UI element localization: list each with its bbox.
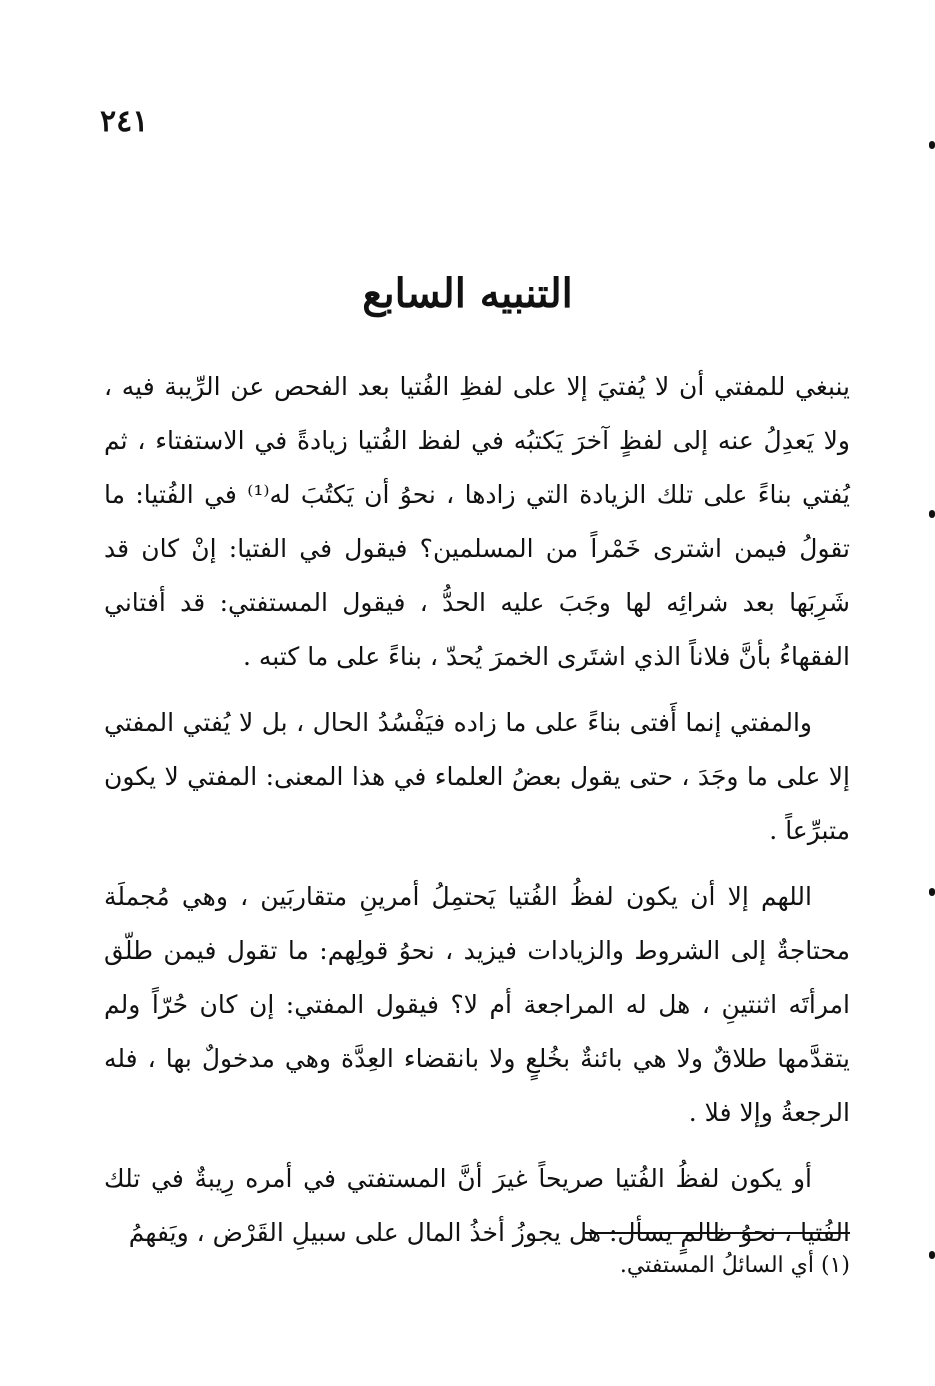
body-text — [104, 360, 850, 1272]
footnote-divider — [585, 1232, 850, 1234]
margin-binding-mark — [929, 141, 935, 149]
paragraph: أو يكون لفظُ الفُتيا صريحاً غيرَ أنَّ المستفتي في أمره رِيبةٌ في تلك الفُتيا ، نحوُ ظالمٍ يسأل: هل يجوزُ أخذُ المال على سبيلِ القَرْض ، ويَفهمُ — [104, 1164, 850, 1247]
margin-binding-mark — [929, 888, 935, 896]
chapter-heading: التنبيه السابع — [362, 270, 573, 317]
paragraph: اللهم إلا أن يكون لفظُ الفُتيا يَحتمِلُ أمرينِ متقاربَين ، وهي مُجملَة محتاجةٌ إلى الشروط والزيادات فيزيد ، نحوُ قولِهم: ما تقول فيمن طلّق امرأتَه اثنتينِ ، هل له المراجعة أم لا؟ فيقول المفتي: إن كان حُرّاً ولم يتقدَّمها طلاقٌ ولا هي بائنةٌ بخُلعٍ ولا بانقضاء العِدَّة وهي مدخولٌ بها ، فله الرجعةُ وإلا فلا . — [104, 882, 850, 1127]
page-number: ٢٤١ — [100, 104, 149, 139]
paragraph: والمفتي إنما أَفتى بناءً على ما زاده فيَفْسُدُ الحال ، بل لا يُفتي المفتي إلا على ما وجَدَ ، حتى يقول بعضُ العلماء في هذا المعنى: المفتي لا يكون متبرِّعاً . — [104, 708, 850, 845]
paragraph: ينبغي للمفتي أن لا يُفتيَ إلا على لفظِ الفُتيا بعد الفحص عن الرِّيبة فيه ، ولا يَعدِلُ عنه إلى لفظٍ آخرَ يَكتبُه في لفظ الفُتيا زيادةً في الاستفتاء ، ثم يُفتي بناءً على تلك الزيادة التي زادها ، نحوُ أن يَكتُبَ له⁽¹⁾ في الفُتيا: ما تقولُ فيمن اشترى خَمْراً من المسلمين؟ فيقول في الفتيا: إنْ كان قد شَرِبَها بعد شرائِه لها وجَبَ عليه الحدُّ ، فيقول المستفتي: قد أفتاني الفقهاءُ بأنَّ فلاناً الذي اشتَرى الخمرَ يُحدّ ، بناءً على ما كتبه . — [104, 372, 850, 671]
footnote: (١) أي السائلُ المستفتي. — [619, 1253, 850, 1278]
margin-binding-mark — [929, 1251, 935, 1259]
margin-binding-mark — [929, 510, 935, 518]
